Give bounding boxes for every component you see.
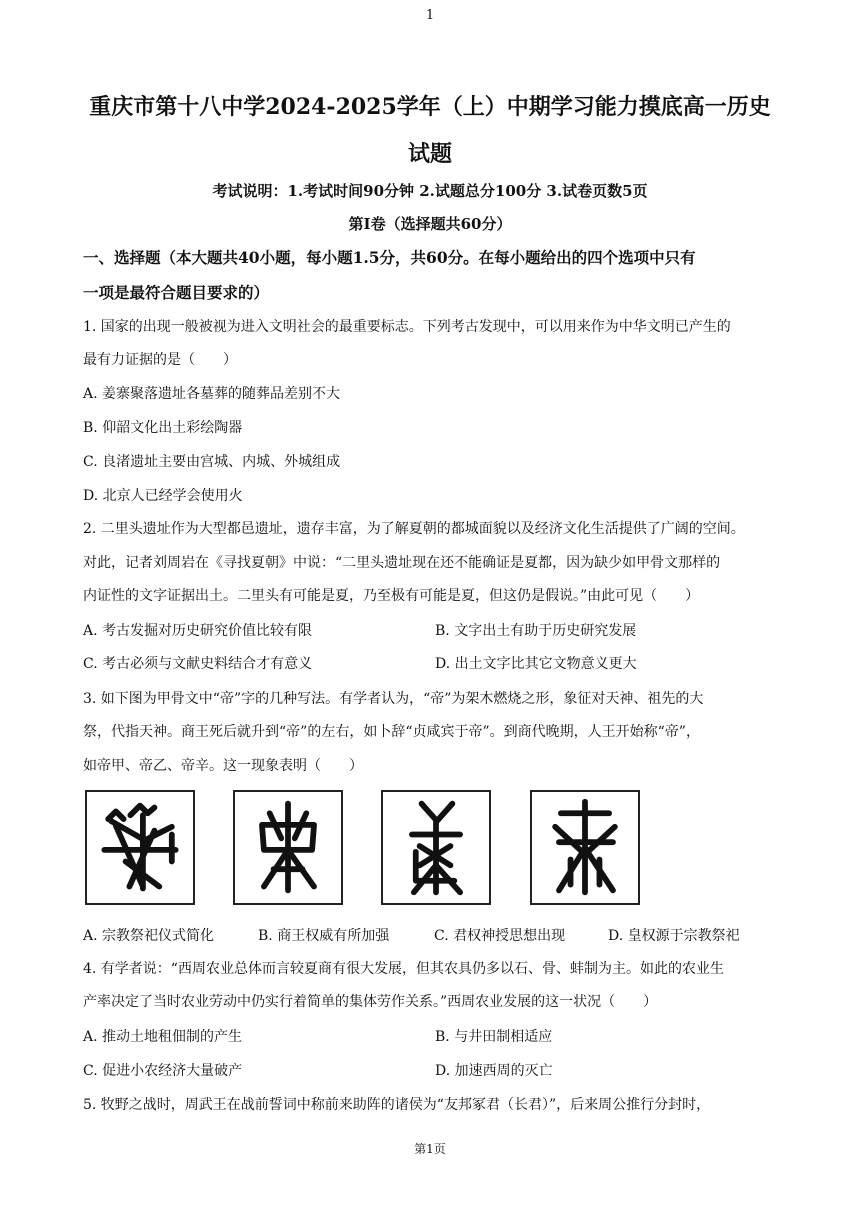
question-4-option-d: D. 加速西周的灭亡 [435,1063,553,1079]
question-2-option-d: D. 出土文字比其它文物意义更大 [435,656,637,672]
question-1-option-b: B. 仰韶文化出土彩绘陶器 [83,420,243,436]
question-2-option-b: B. 文字出土有助于历史研究发展 [435,623,637,639]
question-3-option-a: A. 宗教祭祀仪式简化 [83,928,215,944]
volume-heading: 第Ⅰ卷（选择题共60分） [348,215,512,233]
question-4-line-1: 4. 有学者说：“西周农业总体而言较夏商有很大发展，但其农具仍多以石、骨、蚌制为主。如此的农业生 [83,961,724,977]
question-1-line-2: 最有力证据的是（ ） [83,352,237,368]
section-heading-line-2: 一项是最符合题目要求的） [83,283,270,302]
question-3-line-2: 祭，代指天神。商王死后就升到“帝”的左右，如卜辞“贞咸宾于帝”。到商代晚期，人王开始称“帝”， [83,724,700,740]
question-3-option-c: C. 君权神授思想出现 [434,928,566,944]
question-2-line-3: 内证性的文字证据出土。二里头有可能是夏，乃至极有可能是夏，但这仍是假说。”由此可见（ ） [83,588,700,604]
question-2-line-2: 对此，记者刘周岩在《寻找夏朝》中说：“二里头遗址现在还不能确证是夏都，因为缺少如甲骨文那样的 [83,555,721,571]
exam-note: 考试说明：1.考试时间90分钟 2.试题总分100分 3.试卷页数5页 [212,182,648,200]
oracle-glyph-di-4 [530,790,640,905]
question-3-option-d: D. 皇权源于宗教祭祀 [608,928,740,944]
question-2-option-a: A. 考古发掘对历史研究价值比较有限 [83,623,313,639]
question-4-option-b: B. 与井田制相适应 [435,1029,553,1045]
question-2-option-c: C. 考古必须与文献史料结合才有意义 [83,656,313,672]
oracle-glyph-di-2 [233,790,343,905]
question-1-option-a: A. 姜寨聚落遗址各墓葬的随葬品差别不大 [83,386,341,402]
question-3-line-3: 如帝甲、帝乙、帝辛。这一现象表明（ ） [83,758,363,774]
section-heading-line-1: 一、选择题（本大题共40小题，每小题1.5分，共60分。在每小题给出的四个选项中只有 [83,248,696,267]
page-number-top: 1 [425,8,435,23]
question-1-line-1: 1. 国家的出现一般被视为进入文明社会的最重要标志。下列考古发现中，可以用来作为中华文明已产生的 [83,319,731,335]
question-2-line-1: 2. 二里头遗址作为大型都邑遗址，遗存丰富，为了解夏朝的都城面貌以及经济文化生活提供了广阔的空间。 [83,521,745,537]
oracle-glyph-di-1 [85,790,195,905]
question-4-option-a: A. 推动土地租佃制的产生 [83,1029,243,1045]
question-3-option-b: B. 商王权威有所加强 [258,928,390,944]
question-3-line-1: 3. 如下图为甲骨文中“帝”字的几种写法。有学者认为，“帝”为架木燃烧之形，象征对天神、祖先的大 [83,691,704,707]
page-footer: 第1页 [414,1142,446,1156]
oracle-glyph-di-3 [381,790,491,905]
question-1-option-c: C. 良渚遗址主要由宫城、内城、外城组成 [83,454,341,470]
title-line-2: 试题 [407,141,452,167]
question-4-option-c: C. 促进小农经济大量破产 [83,1063,243,1079]
question-1-option-d: D. 北京人已经学会使用火 [83,488,243,504]
question-5-line-1: 5. 牧野之战时，周武王在战前誓词中称前来助阵的诸侯为“友邦冢君（长君）”，后来周公推行分封时， [83,1097,711,1113]
title-line-1: 重庆市第十八中学2024-2025学年（上）中期学习能力摸底高一历史 [89,94,771,120]
question-4-line-2: 产率决定了当时农业劳动中仍实行着简单的集体劳作关系。”西周农业发展的这一状况（ ） [83,994,658,1010]
